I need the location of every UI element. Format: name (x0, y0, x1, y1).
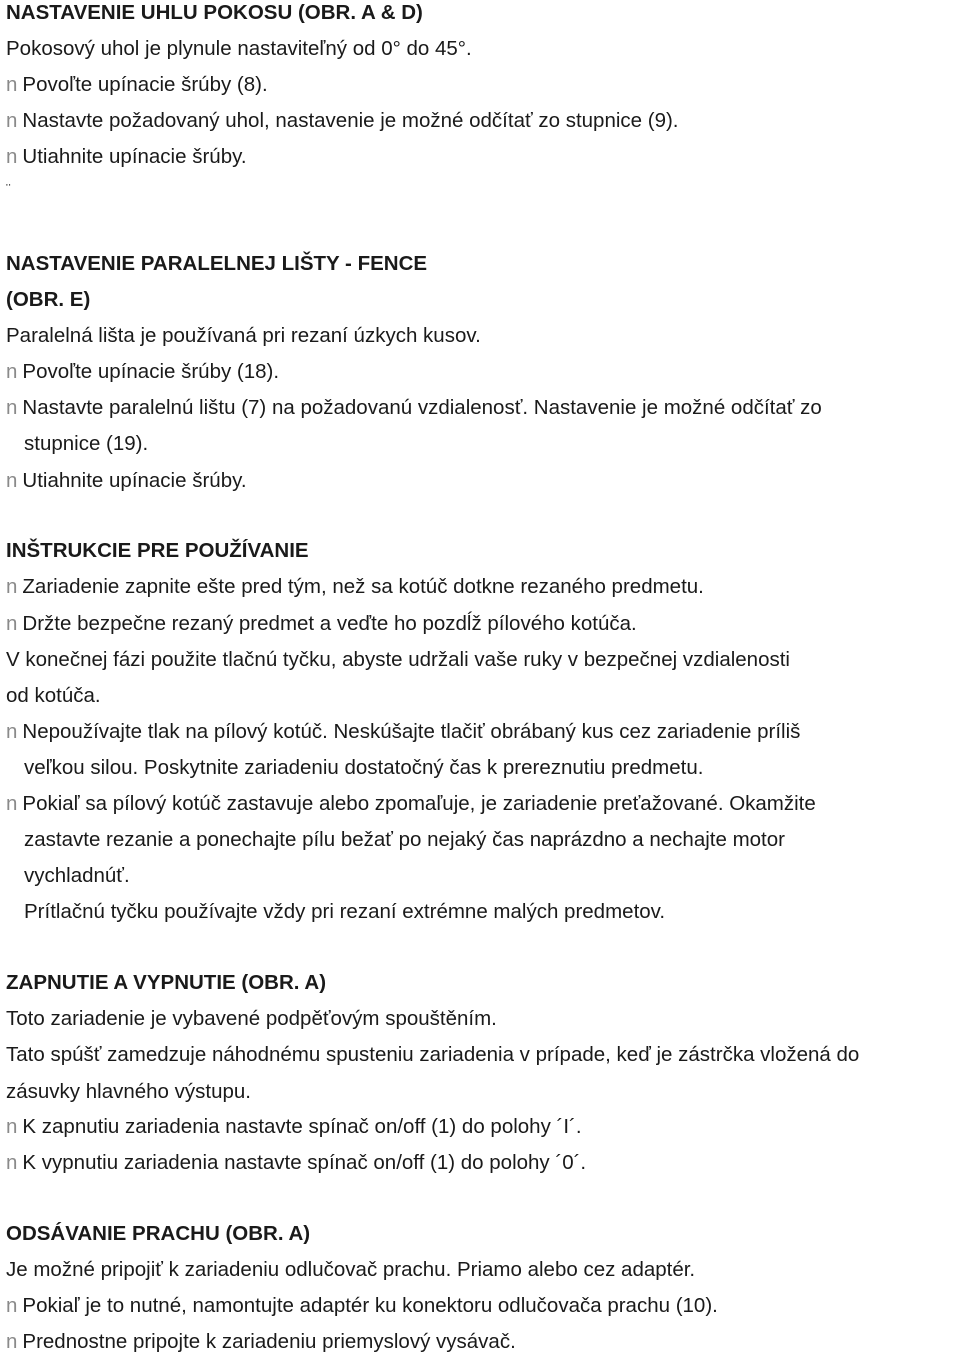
bullet-marker-icon: n (6, 720, 18, 743)
section-heading (6, 1222, 310, 1246)
line-text: (OBR. E) (6, 288, 91, 311)
bullet-marker-icon: n (6, 1115, 18, 1138)
line-text: Nepoužívajte tlak na pílový kotúč. Neskúšajte tlačiť obrábaný kus cez zariadenie príliš (22, 720, 801, 743)
line-text: Je možné pripojiť k zariadeniu odlučovač prachu. Priamo alebo cez adaptér. (6, 1258, 696, 1281)
line-text: Povoľte upínacie šrúby (18). (22, 360, 280, 383)
bullet-marker-icon: n (6, 612, 18, 635)
line-text: Utiahnite upínacie šrúby. (22, 469, 247, 492)
line-text: Držte bezpečne rezaný predmet a veďte ho pozdĺž pílového kotúča. (22, 612, 637, 635)
body-text-line (24, 828, 785, 852)
bullet-marker-icon: n (6, 469, 18, 492)
line-text: NASTAVENIE UHLU POKOSU (OBR. A & D) (6, 1, 423, 24)
line-text: Tato spúšť zamedzuje náhodnému spusteniu zariadenia v prípade, keď je zástrčka vložená do (6, 1043, 860, 1066)
line-text: vychladnúť. (24, 864, 130, 887)
body-text-line (6, 1258, 695, 1282)
body-text-line (6, 324, 481, 348)
body-text-line (24, 756, 703, 780)
bullet-marker-icon: n (6, 73, 18, 96)
line-text: K zapnutiu zariadenia nastavte spínač on/off (1) do polohy ´I´. (22, 1115, 582, 1138)
line-text: Paralelná lišta je používaná pri rezaní úzkych kusov. (6, 324, 481, 347)
bullet-item (6, 575, 704, 599)
section-heading (6, 1, 423, 25)
line-text: ODSÁVANIE PRACHU (OBR. A) (6, 1222, 311, 1245)
body-text-line (6, 1080, 251, 1104)
bullet-marker-icon: n (6, 109, 18, 132)
line-text: Utiahnite upínacie šrúby. (22, 145, 247, 168)
line-text: stupnice (19). (24, 432, 149, 455)
body-text-line (6, 648, 790, 672)
section-heading (6, 971, 326, 995)
bullet-marker-icon: n (6, 1294, 18, 1317)
bullet-marker-icon: n (6, 145, 18, 168)
bullet-item (6, 1151, 586, 1175)
line-text: Prednostne pripojte k zariadeniu priemyslový vysávač. (22, 1330, 516, 1353)
line-text: ZAPNUTIE A VYPNUTIE (OBR. A) (6, 971, 327, 994)
line-text: Nastavte paralelnú lištu (7) na požadovanú vzdialenosť. Nastavenie je možné odčítať zo (22, 396, 822, 419)
bullet-item (6, 720, 800, 744)
bullet-item (6, 360, 279, 384)
line-text: veľkou silou. Poskytnite zariadeniu dostatočný čas k prereznutiu predmetu. (24, 756, 704, 779)
line-text: zastavte rezanie a ponechajte pílu bežať po nejaký čas naprázdno a nechajte motor (24, 828, 785, 851)
bullet-marker-icon: n (6, 360, 18, 383)
bullet-item (6, 1330, 516, 1354)
body-text-line (24, 432, 148, 456)
bullet-item (6, 109, 679, 133)
body-text-line (6, 37, 472, 61)
line-text: V konečnej fázi použite tlačnú tyčku, abyste udržali vaše ruky v bezpečnej vzdialenosti (6, 648, 790, 671)
line-text: Pokosový uhol je plynule nastaviteľný od 0° do 45°. (6, 37, 472, 60)
line-text: od kotúča. (6, 684, 101, 707)
bullet-item (6, 73, 268, 97)
bullet-marker-icon: n (6, 575, 18, 598)
line-text: Prítlačnú tyčku používajte vždy pri rezaní extrémne malých predmetov. (24, 900, 666, 923)
line-text: Pokiaľ sa pílový kotúč zastavuje alebo zpomaľuje, je zariadenie preťažované. Okamžite (22, 792, 816, 815)
bullet-item (6, 145, 247, 169)
section-heading (6, 288, 90, 312)
body-text-line (24, 864, 130, 888)
line-text: INŠTRUKCIE PRE POUŽÍVANIE (6, 539, 309, 562)
line-text: Povoľte upínacie šrúby (8). (22, 73, 268, 96)
line-text: Toto zariadenie je vybavené podpěťovým spouštěním. (6, 1007, 497, 1030)
bullet-item (6, 469, 247, 493)
body-text-line (6, 1043, 859, 1067)
bullet-item (6, 612, 637, 636)
bullet-item (6, 792, 816, 816)
body-text-line (24, 900, 665, 924)
bullet-item (6, 396, 822, 420)
bullet-item (6, 1115, 582, 1139)
line-text: zásuvky hlavného výstupu. (6, 1080, 251, 1103)
line-text: Zariadenie zapnite ešte pred tým, než sa kotúč dotkne rezaného predmetu. (22, 575, 704, 598)
body-text-line (6, 1007, 497, 1031)
bullet-marker-icon: n (6, 396, 18, 419)
line-text: K vypnutiu zariadenia nastavte spínač on/off (1) do polohy ´0´. (22, 1151, 587, 1174)
line-text: Pokiaľ je to nutné, namontujte adaptér ku konektoru odlučovača prachu (10). (22, 1294, 718, 1317)
bullet-marker-icon: n (6, 792, 18, 815)
line-text: ¨ (6, 181, 11, 197)
stray-mark (6, 182, 11, 196)
section-heading (6, 539, 309, 563)
section-heading (6, 252, 427, 276)
line-text: NASTAVENIE PARALELNEJ LIŠTY - FENCE (6, 252, 428, 275)
bullet-marker-icon: n (6, 1330, 18, 1353)
bullet-marker-icon: n (6, 1151, 18, 1174)
bullet-item (6, 1294, 718, 1318)
body-text-line (6, 684, 101, 708)
line-text: Nastavte požadovaný uhol, nastavenie je možné odčítať zo stupnice (9). (22, 109, 679, 132)
